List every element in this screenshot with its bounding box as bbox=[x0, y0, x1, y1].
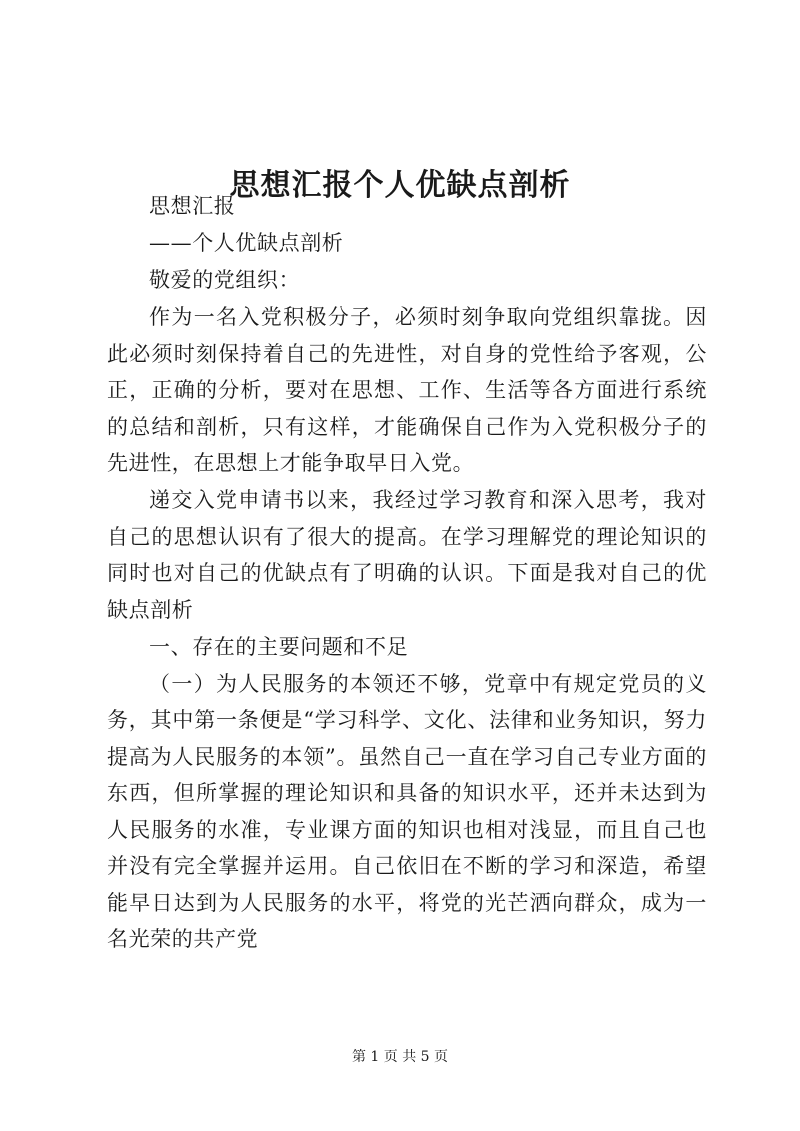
paragraph-body: （一）为人民服务的本领还不够，党章中有规定党员的义务，其中第一条便是“学习科学、文化、法律和业务知识，努力提高为人民服务的本领”。虽然自己一直在学习自己专业方面的东西，但所掌握的理论知识和具备的知识水平，还并未达到为人民服务的水准，专业课方面的知识也相对浅显，而且自己也并没有完全掌握并运用。自己依旧在不断的学习和深造，希望能早日达到为人民服务的水平，将党的光芒洒向群众，成为一名光荣的共产党 bbox=[107, 671, 707, 951]
section-heading: 一、存在的主要问题和不足 bbox=[149, 634, 409, 659]
document-title: 思想汇报个人优缺点剖析 bbox=[229, 168, 571, 204]
paragraph-salutation: 敬爱的党组织： bbox=[149, 268, 301, 292]
document-body bbox=[107, 188, 707, 958]
paragraph-heading: 思想汇报 bbox=[149, 194, 236, 218]
paragraph-body: 递交入党申请书以来，我经过学习教育和深入思考，我对自己的思想认识有了很大的提高。在学习理解党的理论知识的同时也对自己的优缺点有了明确的认识。下面是我对自己的优缺点剖析 bbox=[107, 488, 707, 622]
paragraph-body: 作为一名入党积极分子，必须时刻争取向党组织靠拢。因此必须时刻保持着自己的先进性，对自身的党性给予客观，公正，正确的分析，要对在思想、工作、生活等各方面进行系统的总结和剖析，只有这样，才能确保自己作为入党积极分子的先进性，在思想上才能争取早日入党。 bbox=[107, 305, 707, 475]
page-number-footer: 第 1 页 共 5 页 bbox=[351, 1049, 449, 1065]
paragraph-subtitle: ——个人优缺点剖析 bbox=[149, 231, 344, 255]
